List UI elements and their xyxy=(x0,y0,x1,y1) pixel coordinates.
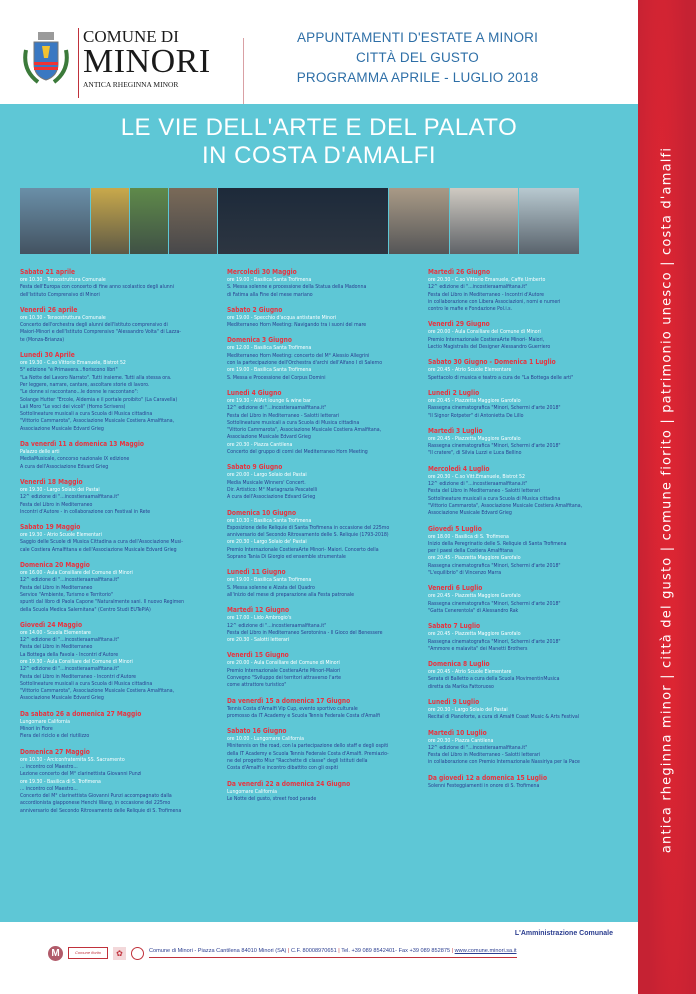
event-time-venue: ore 20.45 - Atrio Scuole Elementare xyxy=(428,367,512,374)
event-description: Rassegna cinematografica "Minori, Schermi d'arte 2018" xyxy=(428,562,561,569)
footer xyxy=(48,942,618,964)
event-description: accordionista giapponese Henchi Wang, in occasione del 225mo xyxy=(20,800,171,807)
event-date: Martedì 10 Luglio xyxy=(428,728,487,737)
event-date: Domenica 3 Giugno xyxy=(227,336,292,345)
event-description: Festa del Libro in Mediterraneo Serotonina - Il Gioco del Benessere xyxy=(227,629,383,636)
event-description: Sottolineature musicali a cura Scuola di Musica cittadina xyxy=(428,495,561,502)
event-time-venue: ore 10.00 - Lungomare California xyxy=(227,736,304,743)
event-date: Martedì 26 Giugno xyxy=(428,268,491,276)
event-date: Sabato 9 Giugno xyxy=(227,463,283,472)
event-description: La Bottega della Favola - Incontri d'Autore xyxy=(20,651,119,658)
event-time-venue: Lungomare California xyxy=(20,718,70,725)
event-item xyxy=(428,660,628,691)
cloister-photo xyxy=(169,188,217,254)
event-description: Rassegna cinematografica "Minori, Schermi d'arte 2018" xyxy=(428,443,561,450)
event-description: Festa del Libro in Mediterraneo - Salotti letterari xyxy=(428,488,541,495)
event-description: A cura dell'Associazione Edvard Grieg xyxy=(20,463,109,470)
event-description: Sottolineature musicali a cura Scuola di Musica cittadina xyxy=(20,411,153,418)
event-description: 12^ edizione di "...incostieraamalfitana.it" xyxy=(20,666,120,673)
event-item xyxy=(227,389,427,456)
event-description: Festa del Libro in Mediterraneo xyxy=(20,644,93,651)
event-description: promosso da IT Academy e Scuola Tennis Federale Costa d'Amalfi xyxy=(227,712,381,719)
event-item xyxy=(20,440,220,471)
coast-photo xyxy=(20,188,90,254)
event-time-venue: ore 20.45 - Piazzetta Maggiore Garofalo xyxy=(428,631,521,638)
header-divider xyxy=(243,38,244,104)
event-item xyxy=(227,268,427,299)
event-description: S. Messa e Processione del Corpus Domini xyxy=(227,374,326,381)
logo-text xyxy=(78,28,211,98)
event-item xyxy=(20,268,220,299)
event-description: "Ammore e malavita" dei Manetti Brothers xyxy=(428,645,528,652)
event-description: Festa del Libro in Mediterraneo - Incontri d'Autore xyxy=(20,673,137,680)
event-description: "Il Signor Rotpeter" di Antonietta De Lillo xyxy=(428,412,524,419)
event-description: "Gatta Cenerentola" di Alessandro Rak xyxy=(428,607,519,614)
event-date: Martedì 12 Giugno xyxy=(227,606,290,615)
event-description: ... incontro col Maestro... xyxy=(20,785,78,792)
event-description: te (Monza-Brianza) xyxy=(20,336,65,343)
event-description: Spettacolo di musica e teatro a cura de "La Bottega delle arti" xyxy=(428,374,574,381)
event-item xyxy=(20,523,220,554)
event-description: cale Costiera Amalfitana e dell'Associazione Musicale Edvard Grieg xyxy=(20,546,177,553)
event-time-venue: ore 20.00 - Aula Consiliare del Comune di Minori xyxy=(428,329,541,336)
event-date: Lunedì 30 Aprile xyxy=(20,351,75,360)
event-description: Media Musicale Winners' Concert. xyxy=(227,479,306,486)
event-description: Associazione Musicale Edvard Grieg xyxy=(227,434,311,441)
footer-website-link[interactable]: www.comune.minori.sa.it xyxy=(454,948,517,954)
event-description: "Le donne si raccontano...le donne le raccontano": xyxy=(20,389,139,396)
event-description: Rassegna cinematografica "Minori, Schermi d'arte 2018" xyxy=(428,405,561,412)
event-description: "Vittorio Cammarota", Associazione Musicale Costiera Amalfitana, xyxy=(20,418,175,425)
event-description: "Il cratere", di Silvia Luzzi e Luca Bellino xyxy=(428,450,522,457)
event-date: Venerdì 18 Maggio xyxy=(20,477,83,486)
event-time-venue: ore 17.00 - Lido Ambrogio's xyxy=(227,615,292,622)
event-description: Festa dell'Europa con concerto di fine anno scolastico degli alunni xyxy=(20,284,174,291)
event-description: in collaborazione con Libera Associazioni, nomi e numeri xyxy=(428,298,561,305)
program-column-3 xyxy=(428,268,628,797)
program-column-2 xyxy=(227,268,427,810)
footer-cf: C.F. 80008970651 xyxy=(291,948,337,954)
event-date: Da venerdì 11 a domenica 13 Maggio xyxy=(20,440,144,449)
event-description: ... incontro col Maestro... xyxy=(20,763,78,770)
logo-line2: MINORI xyxy=(83,43,211,80)
event-description: Minitennis on the road, con la partecipazione dello staff e degli ospiti xyxy=(227,743,389,750)
event-description: con la partecipazione dell'Orchestra d'archi dell'Alfano I di Salerno xyxy=(227,360,383,367)
event-description: Associazione Musicale Edvard Grieg xyxy=(428,510,512,517)
event-time-venue: ore 10.30 - Tensostruttura Comunale xyxy=(20,314,106,321)
event-date: Sabato 2 Giugno xyxy=(227,305,283,314)
event-time-venue: ore 20.30 - Largo Solaio dei Pastai xyxy=(428,706,508,713)
event-date: Venerdì 26 aprile xyxy=(20,305,78,314)
event-description: Laiì Moro "Le voci dei vicoli" (Homo Scrivens) xyxy=(20,403,126,410)
event-description: Mediterraneo Horn Meeting: Navigando tra i suoni del mare xyxy=(227,322,367,329)
event-date: Lunedì 9 Luglio xyxy=(428,697,480,706)
event-time-venue: ore 10.30 - Arciconfraternita SS. Sacramento xyxy=(20,756,125,763)
event-time-venue: ore 19.30 - AllArt lounge & wine bar xyxy=(227,397,311,404)
event-description: 12^ edizione di "...incostieraamalfitana.it" xyxy=(20,637,120,644)
event-item xyxy=(428,622,628,653)
event-description: spunti dal libro di Paola Capone "Naturalmente sani. Il nuovo Regimen xyxy=(20,599,185,606)
event-description: per i paesi della Costiera Amalfitana xyxy=(428,548,513,555)
event-time-venue: ore 19.30 - Atrio Scuole Elementari xyxy=(20,532,102,539)
event-time-venue: ore 19.00 - Basilica Santa Trofimena xyxy=(227,367,312,374)
event-description: S. Messa solenne e processione della Statua della Madonna xyxy=(227,284,367,291)
event-item xyxy=(227,606,427,644)
event-date: Da sabato 26 a domenica 27 Maggio xyxy=(20,709,142,718)
event-description: Tennis Costa d'Amalfi Vip Cup, evento sportivo culturale xyxy=(227,705,358,712)
event-description: della Scuola Medica Salernitana" (Centro Studi EUTePIA) xyxy=(20,606,151,613)
event-time-venue: ore 19.00 - Basilica Santa Trofimena xyxy=(227,577,312,584)
main-title-line2: IN COSTA D'AMALFI xyxy=(201,142,436,169)
event-description: ne del progetto Miur "Racchette di classe" degli Istituti della xyxy=(227,758,368,765)
photo-strip xyxy=(20,188,618,254)
event-item xyxy=(428,320,628,351)
event-description: "La Notte del Lavoro Narrato". Tutti insieme. Tutti alla stessa ora. xyxy=(20,374,172,381)
event-description: Maiori-Minori e dell'Istituto Comprensivo "Alessandro Volta" di Lazza- xyxy=(20,329,181,336)
event-description: Rassegna cinematografica "Minori, Schermi d'arte 2018" xyxy=(428,600,561,607)
event-date: Mercoledì 30 Maggio xyxy=(227,268,297,276)
footer-address: Comune di Minori - Piazza Cantilena 84010 Minori (SA) xyxy=(149,948,287,954)
procession-photo xyxy=(450,188,518,254)
event-description: Lectio Magistralis del Designer Alessandro Guerriero xyxy=(428,344,551,351)
event-description: Solange Hutter "Ercole, Aldemia e il portale proibito" (La Caravella) xyxy=(20,396,178,403)
event-description: all'inizio del mese di preparazione alla Festa patronale xyxy=(227,591,355,598)
event-description: Rassegna cinematografica "Minori, Schermi d'arte 2018" xyxy=(428,638,561,645)
event-date: Giovedì 24 Maggio xyxy=(20,620,83,629)
event-date: Da venerdì 15 a domenica 17 Giugno xyxy=(227,696,351,705)
header-title xyxy=(250,28,585,88)
event-description: anniversario del Secondo Ritrovamento delle Reliquie di S. Trofimena xyxy=(20,807,182,814)
event-date: Lunedì 4 Giugno xyxy=(227,388,282,397)
event-description: Festa del Libro in Mediterraneo - Salotti letterari xyxy=(227,412,340,419)
event-description: 12^ edizione di "...incostieraamalfitana.it" xyxy=(428,481,528,488)
event-date: Sabato 19 Maggio xyxy=(20,523,81,532)
event-description: Inizio della Peregrinatio delle S. Reliquie di Santa Trofimena xyxy=(428,540,567,547)
event-item xyxy=(20,478,220,516)
event-description: Concerto del gruppo di corni del Mediterraneo Horn Meeting xyxy=(227,449,368,456)
event-item xyxy=(428,427,628,458)
event-date: Da venerdì 22 a domenica 24 Giugno xyxy=(227,779,351,788)
event-description: contro le mafie e Fondazione Pol.i.s. xyxy=(428,306,513,313)
footer-separator: | xyxy=(451,948,454,954)
event-item xyxy=(227,509,427,562)
flower-logo-icon: ✿ xyxy=(113,947,126,960)
event-description: Concerto del M° clarinettista Giovanni Punzi accompagnato dalla xyxy=(20,793,172,800)
event-date: Venerdì 29 Giugno xyxy=(428,320,490,329)
event-time-venue: ore 10.30 - Basilica Santa Trofimena xyxy=(227,517,312,524)
event-description: Festa del Libro in Mediterraneo xyxy=(20,584,93,591)
minori-m-logo-icon: M xyxy=(48,946,63,961)
signature: L'Amministrazione Comunale xyxy=(514,930,613,937)
footer-separator: | xyxy=(287,948,290,954)
event-description: Associazione Musicale Edvard Grieg xyxy=(20,425,104,432)
event-description: Mediterraneo Horn Meeting: concerto del M° Alessio Allegrini xyxy=(227,352,370,359)
event-time-venue: ore 16.00 - Aula Consiliare del Comune di Minori xyxy=(20,570,133,577)
event-item xyxy=(428,465,628,518)
event-description: 12^ edizione di "...incostieraamalfitana.it" xyxy=(20,494,120,501)
event-time-venue: Lungomare California xyxy=(227,788,277,795)
wedding-arch-photo xyxy=(519,188,579,254)
main-title xyxy=(0,114,638,170)
event-item xyxy=(20,306,220,344)
program-column-1 xyxy=(20,268,220,822)
comune-fiorito-logo: Comune fiorito xyxy=(68,947,108,959)
event-description: MediaMusicale, concorso nazionale IX edizione xyxy=(20,456,130,463)
event-description: Associazione Musicale Edvard Grieg xyxy=(20,695,104,702)
event-description: Premio Internazionale CostieraArte Minori- Maiori, xyxy=(428,336,545,343)
event-description: S. Messa solenne e Alzata del Quadro xyxy=(227,584,315,591)
event-item xyxy=(428,268,628,313)
event-description: Per leggere, narrare, cantare, ascoltare storie di lavoro. xyxy=(20,381,150,388)
event-description: "L'equilibrio" di Vincenzo Marra xyxy=(428,570,502,577)
event-time-venue: ore 10.30 - Tensostruttura Comunale xyxy=(20,277,106,283)
event-date: Martedì 3 Luglio xyxy=(428,426,483,435)
event-description: Premio Internazionale CostieraArte Minori-Maiori xyxy=(227,667,341,674)
event-date: Domenica 8 Luglio xyxy=(428,660,490,669)
event-date: Giovedì 5 Luglio xyxy=(428,524,482,533)
event-description: Festa del Libro in Mediterraneo - Salotti letterari xyxy=(428,752,541,759)
event-date: Sabato 7 Luglio xyxy=(428,622,481,631)
event-item xyxy=(428,389,628,420)
footer-phone: Tel. +39 089 8542401- Fax +39 089 852875 xyxy=(341,948,451,954)
event-description: "Vittorio Cammarota", Associazione Musicale Costiera Amalfitana, xyxy=(428,502,583,509)
event-description: dell'Istituto Comprensivo di Minori xyxy=(20,291,100,298)
event-time-venue: ore 20.30 - Piazza Cantilena xyxy=(227,441,293,448)
event-time-venue: ore 19.00 - Basilica Santa Trofimena xyxy=(227,277,312,283)
event-description: anniversario del Secondo Ritrovamento delle S. Reliquie (1793-2018) xyxy=(227,532,389,539)
church-photo xyxy=(91,188,129,254)
event-time-venue: ore 14.00 - Scuola Elementare xyxy=(20,629,91,636)
event-item xyxy=(428,729,628,767)
event-description: Minori in Fiore xyxy=(20,726,53,733)
event-item xyxy=(428,774,628,790)
event-description: della IT Academy e Scuola Tennis Federale Costa d'Amalfi. Premiazio- xyxy=(227,750,389,757)
night-town-photo xyxy=(218,188,388,254)
event-description: 12^ edizione di "...incostieraamalfitana.it" xyxy=(20,577,120,584)
event-date: Lunedì 11 Giugno xyxy=(227,568,286,577)
event-item xyxy=(227,463,427,501)
header-title-line: PROGRAMMA APRILE - LUGLIO 2018 xyxy=(296,70,539,85)
event-time-venue: ore 20.45 - Piazzetta Maggiore Garofalo xyxy=(428,435,521,442)
event-description: Festa del Libro in Mediterraneo - Incontri d'Autore xyxy=(428,291,545,298)
event-time-venue: ore 19.30 - Largo Solaio dei Pastai xyxy=(20,486,100,493)
event-date: Da giovedì 12 a domenica 15 Luglio xyxy=(428,773,548,782)
event-time-venue: ore 20.30 - C.so Vitt.Emanuele, Bistrot 52 xyxy=(428,473,525,480)
event-description: Soprano Tania Di Giorgio ed ensemble strumentale xyxy=(227,554,346,561)
event-description: Dir. Artistico: M° Mariagrazia Pescatelli xyxy=(227,486,318,493)
event-description: Service "Ambiente, Turismo e Territorio" xyxy=(20,591,114,598)
event-item xyxy=(227,336,427,381)
program-panel xyxy=(0,104,638,922)
event-description: Convegno "Sviluppo dei territori attraverso l'arte xyxy=(227,674,342,681)
event-item xyxy=(20,748,220,815)
event-date: Venerdì 15 Giugno xyxy=(227,651,289,660)
event-item xyxy=(227,780,427,804)
event-description: "Vittorio Cammarota", Associazione Musicale Costiera Amalfitana, xyxy=(227,427,382,434)
footer-separator: | xyxy=(338,948,340,954)
event-date: Domenica 20 Maggio xyxy=(20,561,90,570)
footer-contact xyxy=(149,948,517,958)
event-item xyxy=(227,306,427,330)
event-time-venue: ore 20.00 - Largo Solaio dei Pastai xyxy=(227,472,307,479)
event-time-venue: ore 19.30 - Basilica di S. Trofimena xyxy=(20,778,101,785)
event-time-venue: ore 20.45 - Piazzetta Maggiore Garofalo xyxy=(428,593,521,600)
event-description: Festa del Libro in Mediterraneo xyxy=(20,501,93,508)
event-description: di Fatima alla Fine del mese mariano xyxy=(227,291,313,298)
event-item xyxy=(227,697,427,721)
event-description: "Vittorio Cammarota", Associazione Musicale Costiera Amalfitana, xyxy=(20,688,175,695)
event-description: 5° edizione "è Primavera...fioriscono libri" xyxy=(20,367,118,374)
event-date: Mercoledì 4 Luglio xyxy=(428,464,490,473)
event-time-venue: ore 12.00 - Basilica Santa Trofimena xyxy=(227,345,312,352)
header-title-line: APPUNTAMENTI D'ESTATE A MINORI xyxy=(296,30,539,45)
event-time-venue: ore 19.30 - C.so Vittorio Emanuele, Bistrot 52 xyxy=(20,360,126,367)
event-description: diretta da Marika Fattoruoso xyxy=(428,683,494,690)
event-description: 12^ edizione di "...incostieraamalfitana.it" xyxy=(227,622,327,629)
event-description: Incontri d'Autore - in collaborazione con Festival in Rete xyxy=(20,508,151,515)
event-time-venue: ore 19.30 - Aula Consiliare del Comune di Minori xyxy=(20,658,133,665)
event-description: A cura dell'Associazione Edvard Grieg xyxy=(227,494,316,501)
event-item xyxy=(227,727,427,772)
event-description: Sottolineature musicali a cura Scuola di Musica cittadina xyxy=(227,419,360,426)
event-description: 12^ edizione di "...incostieraamalfitana.it" xyxy=(428,744,528,751)
event-description: 12^ edizione di "...incostieraamalfitana.it" xyxy=(428,284,528,291)
event-description: Costa d'Amalfi e incontro dibattito con gli ospiti xyxy=(227,765,339,772)
event-description: 12^ edizione di "...incostieraamalfitana.it" xyxy=(227,405,327,412)
event-description: Saggio delle Scuole di Musica Cittadina a cura dell'Associazione Musi- xyxy=(20,539,183,546)
event-item xyxy=(227,568,427,599)
event-date: Lunedì 2 Luglio xyxy=(428,388,480,397)
logo-line3: ANTICA RHEGINNA MINOR xyxy=(83,80,179,89)
event-date: Sabato 30 Giugno - Domenica 1 Luglio xyxy=(428,358,556,367)
event-date: Sabato 16 Giugno xyxy=(227,727,287,736)
event-item xyxy=(20,710,220,741)
event-time-venue: ore 20.45 - Atrio Scuole Elementare xyxy=(428,669,512,676)
event-item xyxy=(227,651,427,689)
event-description: Premio Internazionale CostieraArte Minori- Maiori. Concerto della xyxy=(227,546,379,553)
event-time-venue: ore 18.00 - Basilica di S. Trofimena xyxy=(428,533,509,540)
event-time-venue: ore 20.45 - Piazzetta Maggiore Garofalo xyxy=(428,555,521,562)
event-item xyxy=(428,525,628,578)
event-item xyxy=(428,358,628,382)
side-band xyxy=(638,0,696,994)
event-description: in collaborazione con Premio Internazionale Nassiriya per la Pace xyxy=(428,759,580,766)
event-description: Concerto dell'orchestra degli alunni dell'Istituto comprensivo di xyxy=(20,322,168,329)
event-time-venue: ore 20.45 - Piazzetta Maggiore Garofalo xyxy=(428,397,521,404)
event-date: Domenica 10 Giugno xyxy=(227,508,297,517)
header xyxy=(0,0,638,104)
piazza-photo xyxy=(389,188,449,254)
event-time-venue: ore 19.00 - Specchio d'acqua antistante Minori xyxy=(227,314,337,321)
event-date: Sabato 21 aprile xyxy=(20,268,76,276)
event-description: Recital di Pianoforte, a cura di Amalfi Coast Music & Arts Festival xyxy=(428,714,580,721)
event-description: come attrattore turistico" xyxy=(227,682,287,689)
header-title-line: CITTÀ DEL GUSTO xyxy=(355,50,480,65)
event-description: Esposizione delle Reliquie di Santa Trofimena in occasione del 225mo xyxy=(227,524,390,531)
event-time-venue: ore 20.00 - Aula Consiliare del Comune di Minori xyxy=(227,660,340,667)
event-time-venue: Palazzo delle arti xyxy=(20,449,60,456)
event-time-venue: ore 20.30 - C.so Vittorio Emanuele, Caffè Umberto xyxy=(428,277,546,283)
unesco-logo-icon xyxy=(131,947,144,960)
event-item xyxy=(20,621,220,703)
event-time-venue: ore 20.30 - Salotti letterari xyxy=(227,637,290,644)
bell-tower-photo xyxy=(130,188,168,254)
logo-line1: COMUNE DI xyxy=(83,27,179,46)
event-time-venue: ore 20.30 - Piazza Cantilena xyxy=(428,737,494,744)
event-date: Domenica 27 Maggio xyxy=(20,747,90,756)
event-description: Le Notte del gusto, street food parade xyxy=(227,795,317,802)
event-item xyxy=(20,561,220,614)
main-title-line1: LE VIE DELL'ARTE E DEL PALATO xyxy=(120,114,518,141)
event-description: Serata di Balletto a cura della Scuola MovimentinMusica xyxy=(428,676,560,683)
event-item xyxy=(20,351,220,433)
side-band-text: antica rheginna minor | città del gusto | comune fiorito | patrimonio unesco | costa d'amalfi xyxy=(659,146,675,854)
event-date: Venerdì 6 Luglio xyxy=(428,584,483,593)
event-description: Lezione concerto del M° clarinettista Giovanni Punzi xyxy=(20,771,142,778)
event-item xyxy=(428,698,628,722)
event-description: Solenni Festeggiamenti in onore di S. Trofimena xyxy=(428,782,540,789)
event-description: Fiera del riciclo e del riutilizzo xyxy=(20,733,90,740)
town-crest-icon xyxy=(20,30,72,86)
event-time-venue: ore 20.30 - Largo Solaio de' Pastai xyxy=(227,539,307,546)
event-description: Sottolineature musicali a cura Scuola di Musica cittadina xyxy=(20,680,153,687)
event-item xyxy=(428,584,628,615)
